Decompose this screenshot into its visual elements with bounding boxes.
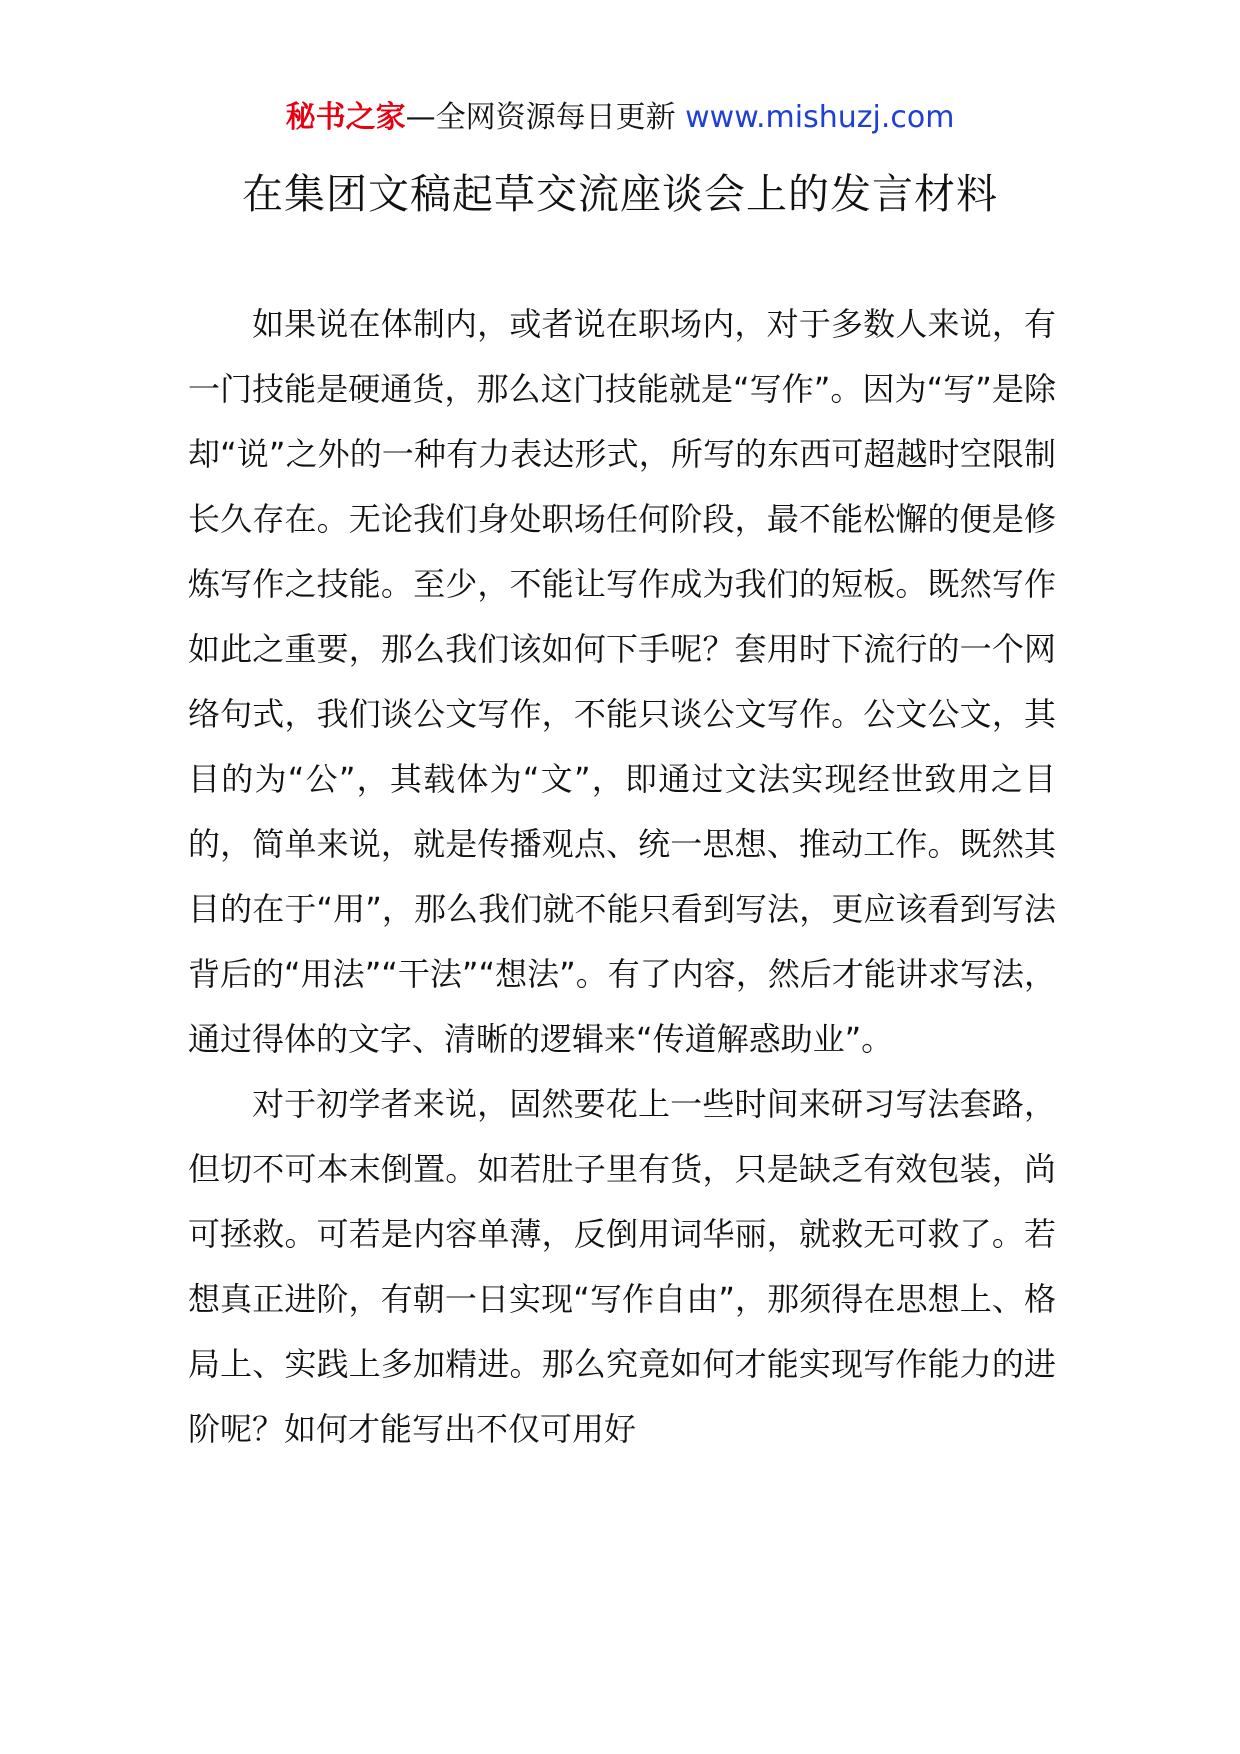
paragraph: 对于初学者来说，固然要花上一些时间来研习写法套路，但切不可本末倒置。如若肚子里有货，只是缺乏有效包装，尚可拯救。可若是内容单薄，反倒用词华丽，就救无可救了。若想真正进阶，有朝一日实现“写作自由”，那须得在思想上、格局上、实践上多加精进。那么究竟如何才能实现写作能力的进阶呢？如何才能写出不仅可用好 <box>188 1085 1056 1448</box>
brand-name: 秘书之家 <box>285 100 406 135</box>
site-url[interactable]: www.mishuzj.com <box>685 100 955 135</box>
paragraph: 如果说在体制内，或者说在职场内，对于多数人来说，有一门技能是硬通货，那么这门技能就是“写作”。因为“写”是除却“说”之外的一种有力表达形式，所写的东西可超越时空限制长久存在。无论我们身处职场任何阶段，最不能松懈的便是修炼写作之技能。至少，不能让写作成为我们的短板。既然写作如此之重要，那么我们该如何下手呢？套用时下流行的一个网络句式，我们谈公文写作，不能只谈公文写作。公文公文，其目的为“公”，其载体为“文”，即通过文法实现经世致用之目的，简单来说，就是传播观点、统一思想、推动工作。既然其目的在于“用”，那么我们就不能只看到写法，更应该看到写法背后的“用法”“干法”“想法”。有了内容，然后才能讲求写法，通过得体的文字、清晰的逻辑来“传道解惑助业”。 <box>188 305 1056 1058</box>
site-header <box>0 98 1240 138</box>
document-body <box>188 292 1056 1462</box>
document-title: 在集团文稿起草交流座谈会上的发言材料 <box>242 170 998 218</box>
header-tagline: —全网资源每日更新 <box>405 100 686 135</box>
